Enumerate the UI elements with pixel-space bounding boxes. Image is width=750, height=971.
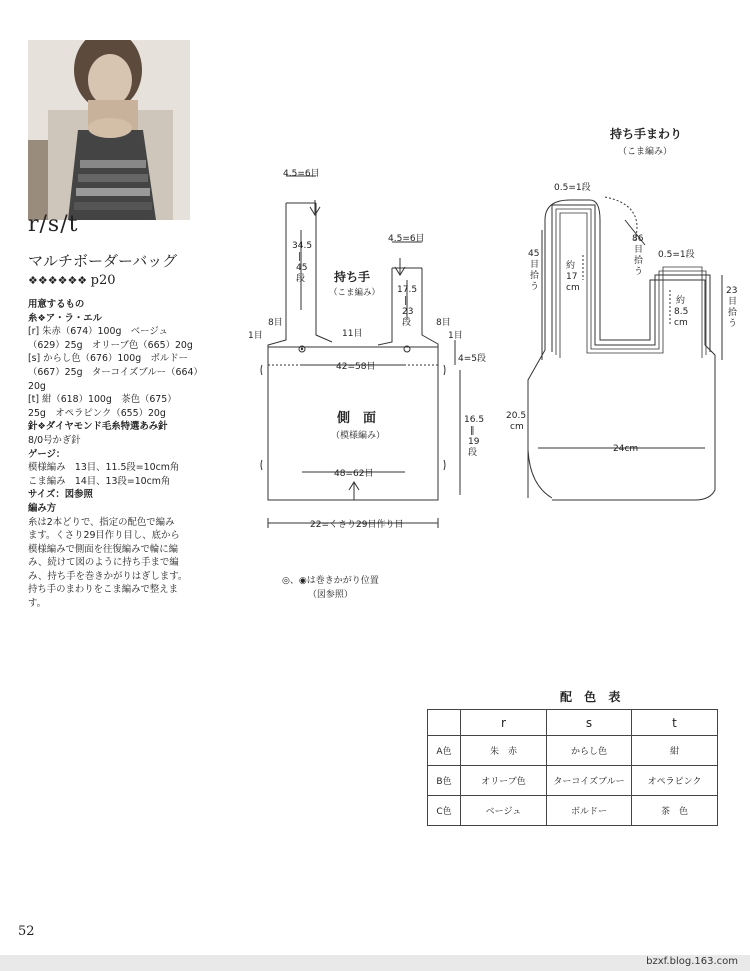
handle2-width-label: 4.5=6目: [388, 234, 425, 244]
materials-line: み、持ち手を巻きかがりはぎします。: [28, 570, 188, 582]
left-1-label: 1目: [248, 331, 263, 341]
materials-line: [r] 朱赤（674）100g ベージュ: [28, 326, 168, 338]
height-2: cm: [510, 422, 524, 432]
handle-height-2: ‖: [298, 252, 303, 262]
page-ref-marks: ❖❖❖❖❖❖: [28, 274, 88, 287]
handle-edge-diagram: [500, 120, 750, 510]
handle-width-label: 4.5=6目: [283, 169, 320, 179]
pick23-3: 拾: [728, 308, 738, 318]
handle-label: 持ち手: [334, 270, 371, 284]
materials-line: 持ち手のまわりをこま編みで整えま: [28, 584, 179, 596]
table-cell: ベージュ: [461, 796, 547, 826]
pick86-2: 目: [634, 245, 644, 255]
body-height-3: 19: [468, 437, 480, 447]
materials-line: 編み方: [28, 502, 57, 514]
materials-line: サイズ：図参照: [28, 489, 93, 501]
approx17-3: cm: [566, 283, 580, 293]
top-width-label: 42=58目: [336, 362, 376, 372]
materials-line: 糸は2本どりで、指定の配色で編み: [28, 516, 175, 528]
materials-line: 8/0号かぎ針: [28, 434, 81, 446]
table-header-row: [428, 710, 718, 736]
bag-diagram: [230, 160, 490, 540]
materials-line: す。: [28, 598, 46, 610]
base-width-label: 22=くさり29目作り目: [310, 520, 404, 530]
body-height-4: 段: [468, 448, 478, 458]
edge-sub: （こま編み）: [618, 147, 673, 157]
table-cell: A色: [428, 736, 461, 766]
pick45-2: 目: [530, 260, 540, 270]
table-row: [428, 796, 718, 826]
approx85-3: cm: [674, 318, 688, 328]
materials-line: 25g オペラピンク（655）20g: [28, 407, 166, 419]
header-cell: t: [632, 710, 718, 736]
materials-line: （629）25g オリーブ色（665）20g: [28, 339, 193, 351]
handle-sub: （こま編み）: [329, 288, 381, 298]
table-cell: B色: [428, 766, 461, 796]
materials-line: ゲージ：: [28, 448, 66, 460]
body-sub: （模様編み）: [331, 431, 386, 441]
materials-section: [28, 298, 203, 611]
pick86-1: 86: [632, 234, 644, 244]
header-cell: r: [461, 710, 547, 736]
materials-line: 模様編みで側面を往復編みで輪に編: [28, 543, 179, 555]
footer-url[interactable]: bzxf.blog.163.com: [646, 956, 738, 967]
product-photo: [28, 40, 190, 220]
materials-line: 糸❖ア・ラ・エル: [28, 312, 103, 324]
materials-line: [t] 紺（618）100g 茶色（675）: [28, 394, 177, 406]
materials-line: （667）25g ターコイズブルー（664）: [28, 366, 203, 378]
handle-height-1: 34.5: [292, 241, 313, 251]
left-8-label: 8目: [268, 318, 283, 328]
footer-bar: [0, 955, 750, 971]
page-ref-value: p20: [90, 273, 116, 288]
pattern-name: マルチボーダーバッグ: [28, 252, 178, 270]
edge-title: 持ち手まわり: [610, 127, 683, 141]
pick45-3: 拾: [530, 271, 540, 281]
pick86-4: う: [634, 267, 644, 277]
note: [282, 574, 379, 602]
height-1: 20.5: [506, 411, 527, 421]
approx85-2: 8.5: [674, 307, 689, 317]
table-cell: オペラピンク: [632, 766, 718, 796]
materials-line: ます。くさり29目作り目し、底から: [28, 530, 180, 542]
materials-line: 針❖ダイヤモンド毛糸特選あみ針: [28, 421, 168, 433]
table-cell: 朱 赤: [461, 736, 547, 766]
handle-height-4: 段: [296, 274, 306, 284]
right-1-label: 1目: [448, 331, 463, 341]
body-height-1: 16.5: [464, 415, 485, 425]
materials-title: 用意するもの: [28, 299, 85, 310]
pick23-4: う: [728, 319, 738, 329]
table-cell: ボルドー: [547, 796, 632, 826]
pick45-4: う: [530, 282, 540, 292]
center-11-label: 11目: [342, 329, 363, 339]
pick23-1: 23: [726, 286, 738, 296]
note-line-1: ◎、◉は巻きかがり位置: [282, 576, 379, 586]
color-table-title: 配 色 表: [560, 690, 625, 704]
body-height-2: ‖: [470, 426, 475, 436]
handle2-height-4: 段: [402, 318, 412, 328]
approx17-2: 17: [566, 272, 578, 282]
rows-4-label: 4=5段: [458, 354, 486, 364]
header-cell: [428, 710, 461, 736]
body-label: 側 面: [337, 411, 377, 426]
table-cell: 紺: [632, 736, 718, 766]
table-cell: オリーブ色: [461, 766, 547, 796]
note-line-2: （図参照）: [307, 590, 353, 600]
materials-line: み、続けて図のように持ち手まで編: [28, 557, 179, 569]
width-label: 24cm: [613, 444, 639, 454]
materials-line: [s] からし色（676）100g ボルドー: [28, 353, 189, 365]
pick86-3: 拾: [634, 256, 644, 266]
handle2-height-3: 23: [402, 307, 414, 317]
materials-line: こま編み 14目、13段=10cm角: [28, 475, 171, 487]
table-cell: 茶 色: [632, 796, 718, 826]
header-cell: s: [547, 710, 632, 736]
materials-line: 模様編み 13目、11.5段=10cm角: [28, 462, 180, 474]
table-row: [428, 736, 718, 766]
table-cell: ターコイズブルー: [547, 766, 632, 796]
inner-rows-label: 0.5=1段: [658, 250, 695, 260]
color-table: [427, 709, 718, 826]
handle2-height-2: ‖: [404, 296, 409, 306]
handle2-height-1: 17.5: [397, 285, 418, 295]
handle-height-3: 45: [296, 263, 308, 273]
pick23-2: 目: [728, 297, 738, 307]
table-cell: C色: [428, 796, 461, 826]
page-number: 52: [18, 924, 35, 939]
pick45-1: 45: [528, 249, 540, 259]
page-reference: [28, 273, 116, 288]
table-cell: からし色: [547, 736, 632, 766]
right-8-label: 8目: [436, 318, 451, 328]
pattern-code: r/s/t: [28, 212, 79, 237]
top-rows-label: 0.5=1段: [554, 183, 591, 193]
bottom-width-label: 48=62目: [334, 469, 374, 479]
approx85-1: 約: [676, 296, 686, 306]
materials-line: 20g: [28, 380, 46, 392]
materials-lines: [28, 312, 203, 611]
table-row: [428, 766, 718, 796]
approx17-1: 約: [566, 261, 576, 271]
